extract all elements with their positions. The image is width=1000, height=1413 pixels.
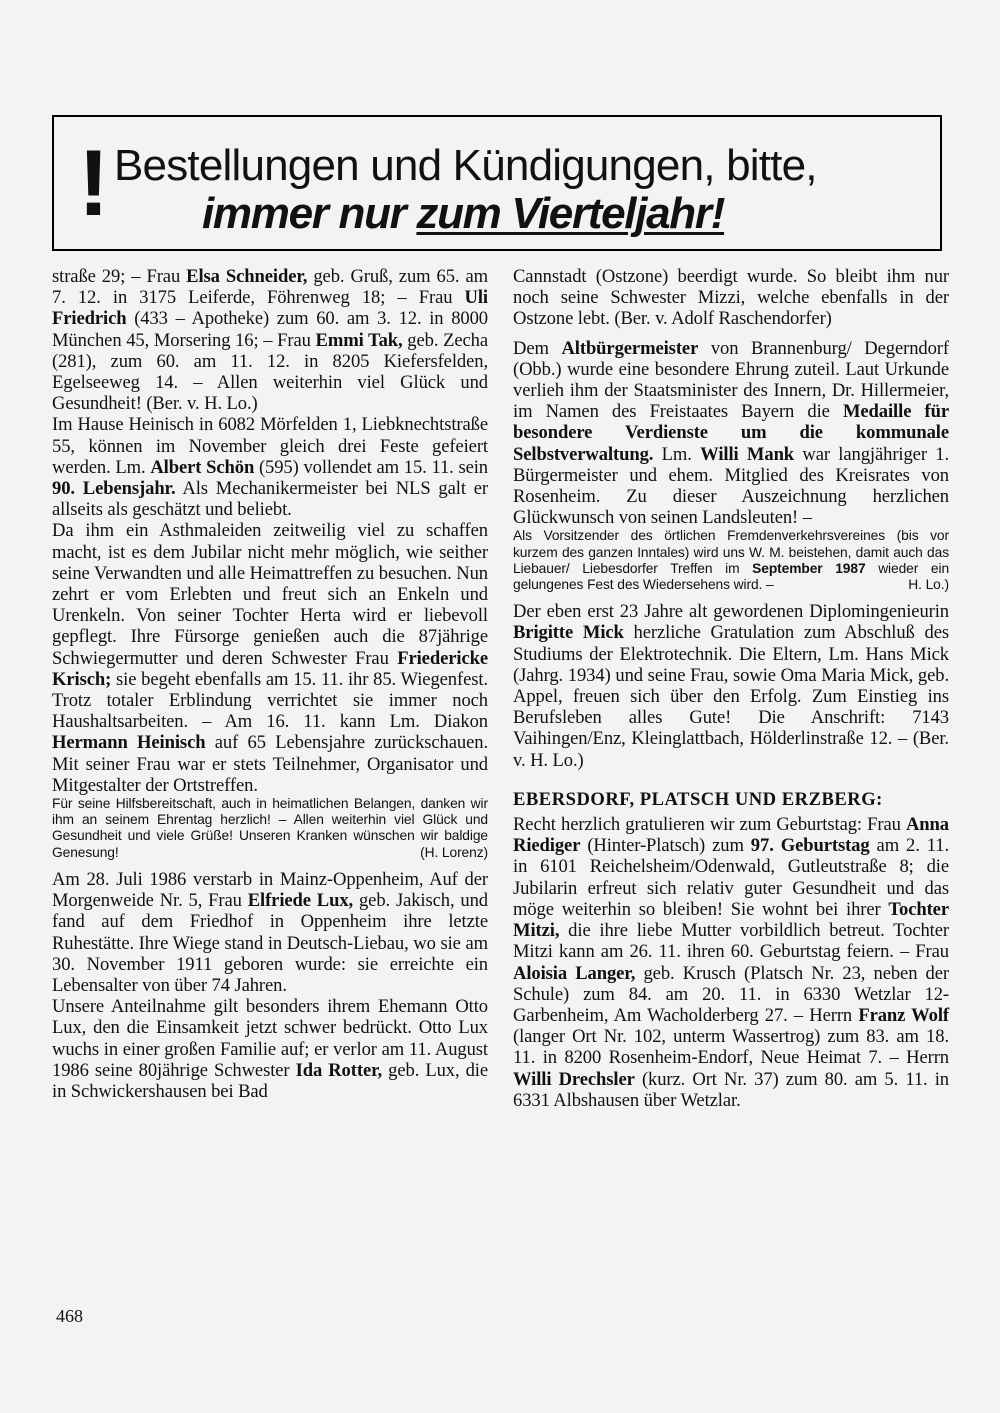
small-paragraph xyxy=(52,796,488,861)
text-run: Cannstadt (Ostzone) beerdigt wurde. So bleibt ihm nur noch seine Schwester Mizzi, welche ebenfalls in der Ostzone lebt. (Ber. v. Adolf Raschendorfer) xyxy=(513,266,949,330)
text-run: (433 – Apotheke) zum 60. am 3. 12. in 8000 München 45, Morsering 16; – Frau xyxy=(52,308,488,351)
text-run: Lm. xyxy=(653,443,701,465)
paragraph xyxy=(513,601,949,771)
text-run: Als Mechanikermeister bei NLS galt er allseits als geschätzt und beliebt. xyxy=(52,478,488,521)
text-run: straße 29; – Frau xyxy=(52,266,187,287)
bold-name: 97. Geburtstag xyxy=(750,835,870,857)
text-run: geb. Krusch (Platsch Nr. 23, neben der Schule) zum 84. am 20. 11. in 6330 Wetzlar 12-Garbenheim, Am Wacholderberg 27. – Herrn xyxy=(513,962,949,1026)
banner-line-2-pre: immer nur xyxy=(202,189,417,238)
text-run: Recht herzlich gratulieren wir zum Geburtstag: Frau xyxy=(513,814,906,836)
page-number: 468 xyxy=(56,1306,83,1326)
bold-name: Elsa Schneider, xyxy=(186,266,308,287)
text-run: (langer Ort Nr. 102, unterm Wassertrog) zum 83. am 18. 11. in 8200 Rosenheim-Endorf, Neue Heimat 7. – Herrn xyxy=(513,1026,949,1069)
bold-name: Franz Wolf xyxy=(858,1004,949,1026)
text-run: Da ihm ein Asthmaleiden zeitweilig viel zu schaffen macht, ist es dem Jubilar nicht mehr möglich, wie seither seine Verwandten und alle Heimattreffen zu besuchen. Nun zehrt er vom Erlebten und freut sich an Enkeln und Urenkeln. Von seiner Tochter Herta wird er liebevoll gepflegt. Ihre Fürsorge genießen auch die 87jährige Schwiegermutter und deren Schwester Frau xyxy=(52,520,488,669)
text-run: auf 65 Lebensjahre zurückschauen. Mit seiner Frau war er stets Teilnehmer, Organisator und Mitgestalter der Ortstreffen. xyxy=(52,732,488,796)
text-run: Der eben erst 23 Jahre alt gewordenen Diplomingenieurin xyxy=(513,601,949,623)
banner-line-2-underlined: zum Vierteljahr! xyxy=(416,189,725,238)
text-run: geb. Gruß, zum 65. am 7. 12. in 3175 Leiferde, Föhrenweg 18; – Frau xyxy=(52,266,488,309)
text-run: geb. Jakisch, und fand auf dem Friedhof in Oppenheim ihre letzte Ruhestätte. Ihre Wiege stand in Deutsch-Liebau, wo sie am 30. November 1911 geboren wurde: sie erreichte ein Lebensalter von über 74 Jahren. xyxy=(52,890,488,996)
paragraph xyxy=(52,266,488,414)
bold-name: 90. Lebensjahr. xyxy=(52,478,176,500)
text-run: Unsere Anteilnahme gilt besonders ihrem Ehemann Otto Lux, den die Einsamkeit jetzt schwer bedrückt. Otto Lux wuchs in einer großen Familie auf; er verlor am 11. August 1986 seine 80jährige Schwester xyxy=(52,996,488,1081)
bold-name: Hermann Heinisch xyxy=(52,732,206,754)
text-run: Am 28. Juli 1986 verstarb in Mainz-Oppenheim, Auf der Morgenweide Nr. 5, Frau xyxy=(52,868,488,912)
bold-name: Albert Schön xyxy=(150,456,255,478)
bold-name: Friedericke Krisch; xyxy=(52,647,488,690)
paragraph xyxy=(513,814,949,1111)
text-run: (kurz. Ort Nr. 37) zum 80. am 5. 11. in 6331 Albshausen über Wetzlar. xyxy=(513,1068,949,1111)
text-run: Dem xyxy=(513,337,562,359)
paragraph xyxy=(52,414,488,520)
text-run: Im Hause Heinisch in 6082 Mörfelden 1, Liebknechtstraße 55, können im November gleich drei Feste gefeiert werden. Lm. xyxy=(52,414,488,478)
banner-line-2 xyxy=(202,189,724,239)
text-run: von Brannenburg/ Degerndorf (Obb.) wurde eine besondere Ehrung zuteil. Laut Urkunde verlieh ihm der Staatsminister des Innern, Dr. Hillermeier, im Namen des Freistaates Bayern die xyxy=(513,337,949,423)
text-run: sie begeht ebenfalls am 15. 11. ihr 85. Wiegenfest. Trotz totaler Erblindung verrichtet sie immer noch Haushaltsarbeiten. – Am 16. 11. kann Lm. Diakon xyxy=(52,668,488,733)
bold-name: Tochter Mitzi, xyxy=(513,898,949,942)
banner-line-1: Bestellungen und Kündigungen, bitte, xyxy=(114,141,817,190)
bold-name: Aloisia Langer, xyxy=(513,962,636,984)
bold-name: September 1987 xyxy=(752,560,866,576)
paragraph xyxy=(513,338,949,529)
right-column xyxy=(513,266,949,1111)
text-run: geb. Lux, die in Schwickershausen bei Bad xyxy=(52,1059,488,1102)
small-text: Für seine Hilfsbereitschaft, auch in heimatlichen Belangen, danken wir ihm an seinem Ehrentag herzlich! – Allen weiterhin viel Glück und Gesundheit und viele Grüße! Unseren Kranken wünschen wir baldige Genesung! xyxy=(52,796,488,860)
text-run: wieder ein gelungenes Fest des Wiedersehens wird. – xyxy=(513,560,950,593)
left-column xyxy=(52,266,488,1102)
bold-name: Ida Rotter, xyxy=(295,1059,383,1081)
signature: H. Lo.) xyxy=(908,577,949,593)
text-run: (595) vollendet am 15. 11. sein xyxy=(254,456,489,478)
bold-name: Emmi Tak, xyxy=(315,329,403,351)
small-paragraph xyxy=(513,528,949,593)
section-heading: EBERSDORF, PLATSCH UND ERZBERG: xyxy=(513,788,883,810)
bold-name: Willi Drechsler xyxy=(513,1068,635,1090)
paragraph xyxy=(52,520,488,796)
bold-name: Elfriede Lux, xyxy=(247,890,354,912)
text-run: geb. Zecha (281), zum 60. am 11. 12. in 8205 Kiefersfelden, Egelseeweg 14. – Allen weiterhin viel Glück und Gesundheit! (Ber. v. H. Lo.) xyxy=(52,329,488,415)
text-run: am 2. 11. in 6101 Reichelsheim/Odenwald, Gutleutstraße 8; die Jubilarin erfreut sich relativ guter Gesundheit und das möge weiterhin so bleiben! Sie wohnt bei ihrer xyxy=(513,835,949,920)
bold-name: Medaille für besondere Verdienste um die kommunale Selbstverwaltung. xyxy=(513,401,949,465)
paragraph xyxy=(513,266,949,330)
paragraph xyxy=(52,869,488,996)
text-run: war langjähriger 1. Bürgermeister und ehem. Mitglied des Kreisrates von Rosenheim. Zu dieser Auszeichnung herzlichen Glückwunsch von seinen Landsleuten! – xyxy=(513,443,949,529)
exclamation-mark: ! xyxy=(78,130,110,235)
text-run: (Hinter-Platsch) zum xyxy=(580,835,751,857)
bold-name: Altbürgermeister xyxy=(561,337,699,359)
bold-name: Brigitte Mick xyxy=(513,622,624,644)
signature: (H. Lorenz) xyxy=(420,844,488,860)
small-text xyxy=(513,528,949,592)
bold-name: Uli Friedrich xyxy=(52,287,488,330)
text-run: herzliche Gratulation zum Abschluß des Studiums der Elektrotechnik. Die Eltern, Lm. Hans Mick (Jahrg. 1934) und seine Frau, sowie Oma Maria Mick, geb. Appel, freuen sich über den Erfolg. Zum Einstieg ins Berufsleben alles Gute! Die Anschrift: 7143 Vaihingen/Enz, Kleinglattbach, Hölderlinstraße 12. – (Ber. v. H. Lo.) xyxy=(513,622,949,771)
paragraph xyxy=(52,996,488,1102)
bold-name: Anna Riediger xyxy=(513,814,949,857)
text-run: Als Vorsitzender des örtlichen Fremdenverkehrsvereines (bis vor kurzem des ganzen Inntales) wird uns W. M. beistehen, damit auch das Liebauer/ Liebesdorfer Treffen im xyxy=(513,528,949,576)
text-run: die ihre liebe Mutter vorbildlich betreut. Tochter Mitzi kann am 26. 11. ihren 60. Geburtstag feiern. – Frau xyxy=(513,920,949,963)
bold-name: Willi Mank xyxy=(700,443,795,465)
